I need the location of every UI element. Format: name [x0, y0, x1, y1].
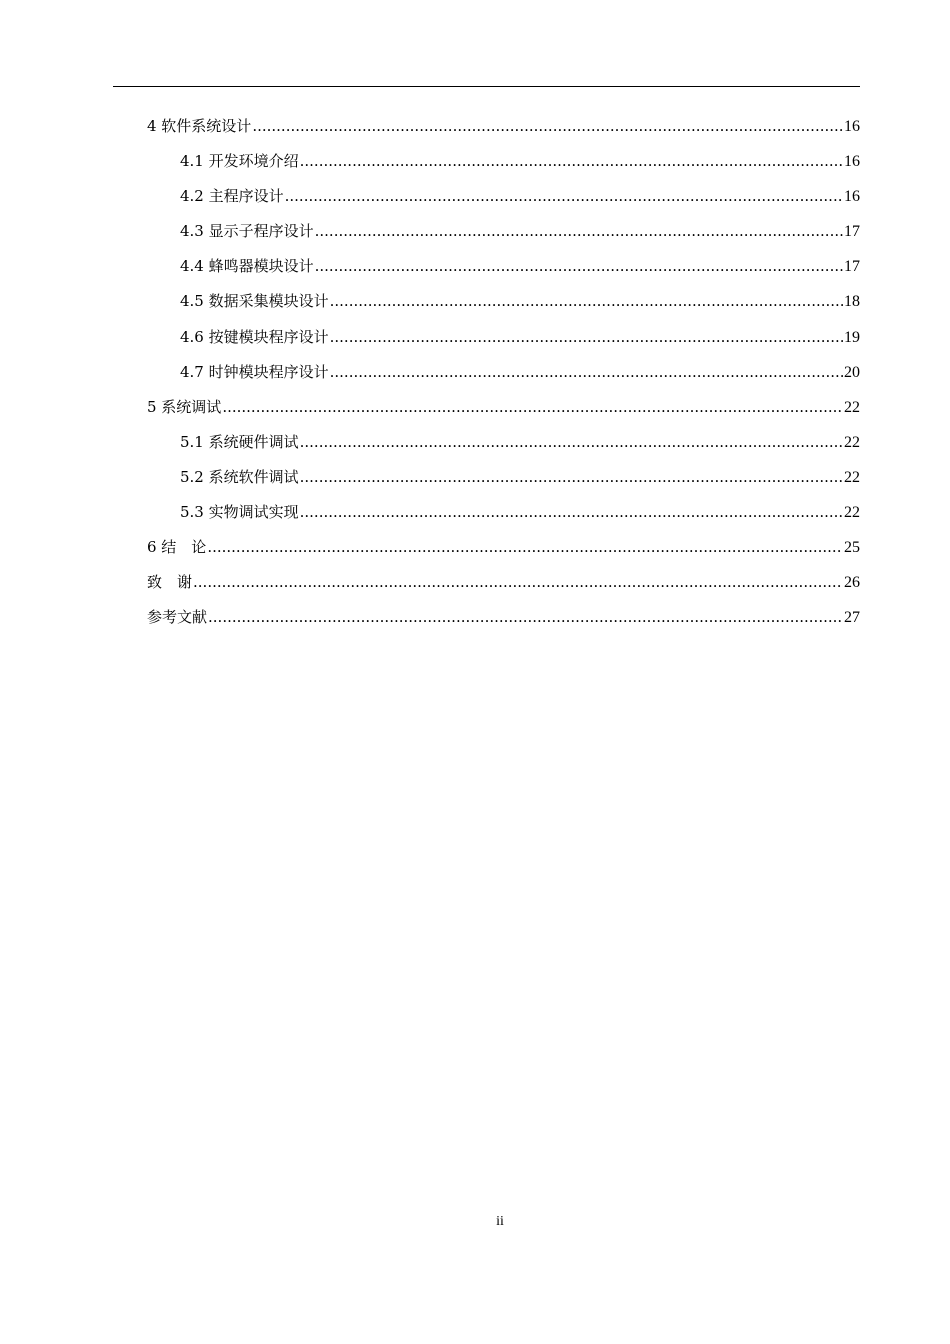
toc-dot-leader [330, 288, 843, 314]
toc-dot-leader [193, 569, 843, 595]
toc-entry[interactable] [147, 183, 860, 218]
toc-entry[interactable] [147, 499, 860, 534]
toc-dot-leader [207, 534, 843, 560]
toc-entry-label: 4.6 按键模块程序设计 [180, 327, 329, 346]
toc-entry-page: 27 [844, 609, 860, 627]
toc-entry-page: 22 [844, 398, 860, 416]
toc-dot-leader [300, 499, 843, 525]
toc-dot-leader [330, 359, 843, 385]
toc-entry[interactable] [147, 394, 860, 429]
toc-dot-leader [285, 183, 843, 209]
toc-entry-label: 4.7 时钟模块程序设计 [180, 362, 329, 381]
toc-entry-page: 17 [844, 258, 860, 276]
toc-entry-page: 17 [844, 223, 860, 241]
toc-entry-page: 18 [844, 293, 860, 311]
toc-entry-label: 5.3 实物调试实现 [180, 503, 299, 522]
toc-entry[interactable] [147, 253, 860, 288]
toc-entry-page: 16 [844, 118, 860, 135]
toc-entry[interactable] [147, 359, 860, 394]
toc-entry-label: 4.4 蜂鸣器模块设计 [180, 257, 314, 276]
toc-dot-leader [315, 253, 843, 279]
toc-dot-leader [222, 394, 843, 420]
toc-entry[interactable] [147, 604, 860, 639]
toc-entry-label: 6 结 论 [147, 538, 207, 557]
header-rule [113, 86, 860, 87]
toc-dot-leader [300, 148, 843, 174]
toc-entry-label: 4.3 显示子程序设计 [180, 222, 314, 241]
toc-entry-page: 22 [844, 433, 860, 451]
page-number: ii [496, 1214, 504, 1229]
toc-entry-page: 16 [844, 188, 860, 206]
toc-entry[interactable] [147, 429, 860, 464]
toc-entry-page: 25 [844, 539, 860, 557]
toc-entry-label: 5 系统调试 [147, 397, 222, 416]
toc-entry-label: 参考文献 [147, 608, 208, 627]
toc-entry-label: 5.1 系统硬件调试 [180, 432, 299, 451]
toc-entry[interactable] [147, 288, 860, 323]
toc-dot-leader [208, 604, 843, 630]
toc-entry-label: 4.1 开发环境介绍 [180, 152, 299, 171]
toc-entry-label: 致 谢 [147, 573, 193, 592]
toc-entry-page: 19 [844, 328, 860, 346]
toc-entry-page: 16 [844, 153, 860, 171]
toc-entry[interactable] [147, 569, 860, 604]
toc-entry[interactable] [147, 218, 860, 253]
toc-dot-leader [330, 324, 843, 350]
toc-entry[interactable] [147, 324, 860, 359]
toc-entry-page: 26 [844, 574, 860, 592]
toc-dot-leader [300, 464, 843, 490]
toc-entry-page: 22 [844, 504, 860, 522]
toc-entry[interactable] [147, 534, 860, 569]
toc-entry-page: 20 [844, 363, 860, 381]
toc-entry-label: 4 软件系统设计 [147, 117, 252, 135]
toc-entry[interactable] [147, 148, 860, 183]
toc-dot-leader [252, 113, 843, 139]
toc-entry[interactable] [147, 113, 860, 148]
toc-entry-label: 5.2 系统软件调试 [180, 467, 299, 486]
toc-entry-label: 4.2 主程序设计 [180, 187, 284, 206]
toc-entry-page: 22 [844, 468, 860, 486]
toc-dot-leader [300, 429, 843, 455]
toc-entry-label: 4.5 数据采集模块设计 [180, 292, 329, 311]
table-of-contents [147, 113, 860, 639]
toc-entry[interactable] [147, 464, 860, 499]
toc-dot-leader [315, 218, 843, 244]
